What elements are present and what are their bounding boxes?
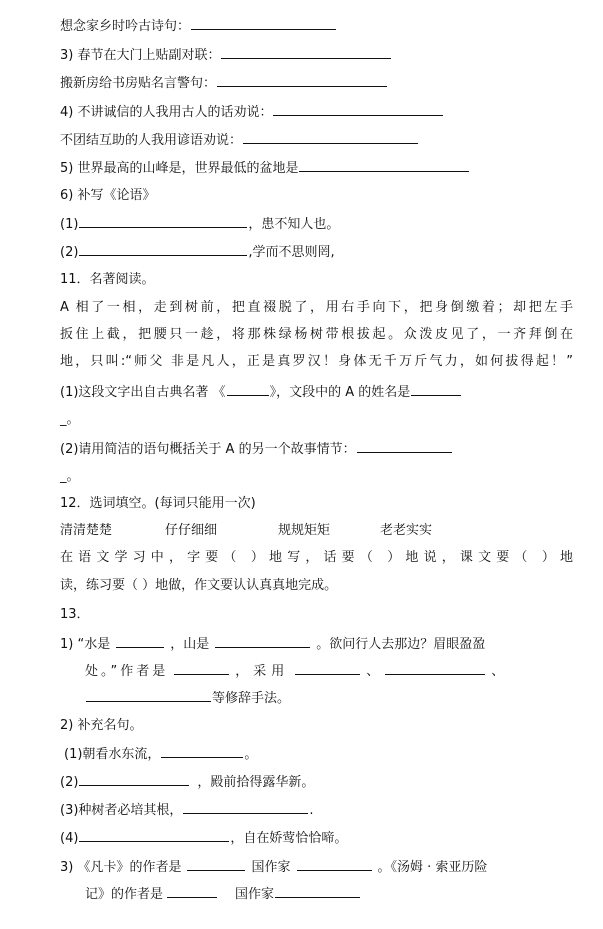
answer-blank[interactable]: [161, 744, 243, 758]
question-13-item-1-cont: 处。”作者是 ，采用 、 、: [85, 661, 573, 681]
question-12-sentence-1: 在语文学习中，字要（ ）地写，话要（ ）地说，课文要（ ）地: [60, 550, 573, 565]
famous-line-2: (2) ，殿前拾得露华新。: [60, 772, 573, 792]
answer-blank[interactable]: [243, 130, 418, 144]
famous-line-1: (1)朝看水东流， 。: [64, 744, 573, 764]
question-11-part-1-end: _。: [60, 412, 80, 427]
question-11-heading: 11．名著阅读。: [60, 272, 155, 287]
word-bank: [60, 521, 573, 541]
answer-blank[interactable]: [191, 16, 336, 30]
answer-blank[interactable]: [86, 688, 211, 702]
answer-blank[interactable]: [297, 857, 372, 871]
answer-blank[interactable]: [79, 242, 247, 256]
answer-blank[interactable]: [275, 884, 360, 898]
question-13-heading: 13．: [60, 607, 90, 622]
question-13-item-1: 1) “水是 ，山是 。欲问行人去那边？眉眼盈盈: [60, 634, 573, 654]
word-option: 清清楚楚: [60, 523, 113, 538]
answer-blank[interactable]: [116, 634, 164, 648]
question-12-heading: 12．选词填空。(每词只能用一次): [60, 496, 256, 511]
question-6-item-1: (1) ，患不知人也。: [60, 214, 573, 234]
question-13-item-3-cont: 记》的作者是 国作家: [85, 884, 573, 904]
word-option: 规规矩矩: [278, 523, 331, 538]
question-11-part-2: (2)请用简洁的语句概括关于 A 的另一个故事情节：: [60, 439, 573, 459]
question-13-item-3: 3) 《凡卡》的作者是 国作家 。《汤姆 · 索亚历险: [60, 857, 573, 877]
answer-blank[interactable]: [357, 439, 452, 453]
answer-blank[interactable]: [167, 884, 217, 898]
question-5-geography: 5) 世界最高的山峰是，世界最低的盆地是: [60, 158, 573, 178]
word-option: 仔仔细细: [165, 523, 218, 538]
question-12-sentence-2: 读，练习要（ ）地做，作文要认认真真地完成。: [60, 578, 338, 593]
famous-line-4: (4) ，自在娇莺恰恰啼。: [60, 828, 573, 848]
question-11-part-1: (1)这段文字出自古典名著 《 》，文段中的 A 的姓名是: [60, 382, 573, 402]
question-11-part-2-end: _。: [60, 469, 80, 484]
answer-blank[interactable]: [79, 772, 189, 786]
passage-line-1: A 相了一相，走到树前，把直裰脱了，用右手向下，把身倒缴着；却把左手: [60, 300, 573, 315]
passage-line-3: 地，只叫:“师父 非是凡人，正是真罗汉！身体无千万斤气力，如何拔得起！”: [60, 354, 573, 369]
answer-blank[interactable]: [299, 158, 469, 172]
question-3-couplet: 3) 春节在大门上贴副对联：: [60, 45, 573, 65]
answer-blank[interactable]: [273, 102, 443, 116]
answer-blank[interactable]: [183, 800, 308, 814]
poem-homesick-line: 想念家乡时吟古诗句：: [60, 16, 573, 36]
word-option: 老老实实: [380, 523, 433, 538]
answer-blank[interactable]: [385, 661, 485, 675]
answer-blank[interactable]: [221, 45, 391, 59]
answer-blank[interactable]: [174, 661, 229, 675]
answer-blank[interactable]: [217, 73, 387, 87]
famous-line-3: (3)种树者必培其根， .: [60, 800, 573, 820]
question-6-item-2: (2) ,学而不思则罔,: [60, 242, 573, 262]
question-13-item-2: 2) 补充名句。: [60, 718, 143, 733]
question-4-unity: 不团结互助的人我用谚语劝说：: [60, 130, 573, 150]
question-4-honesty: 4) 不讲诚信的人我用古人的话劝说：: [60, 102, 573, 122]
answer-blank[interactable]: [215, 634, 310, 648]
question-13-item-1-end: 等修辞手法。: [85, 688, 573, 708]
answer-blank[interactable]: [227, 382, 269, 396]
answer-blank[interactable]: [79, 828, 229, 842]
passage-line-2: 扳住上截，把腰只一趁，将那株绿杨树带根拔起。众泼皮见了，一齐拜倒在: [60, 327, 573, 342]
answer-blank[interactable]: [187, 857, 245, 871]
question-6-heading: 6) 补写《论语》: [60, 188, 156, 203]
answer-blank[interactable]: [295, 661, 360, 675]
answer-blank[interactable]: [411, 382, 461, 396]
question-3-motto: 搬新房给书房贴名言警句：: [60, 73, 573, 93]
answer-blank[interactable]: [79, 214, 247, 228]
